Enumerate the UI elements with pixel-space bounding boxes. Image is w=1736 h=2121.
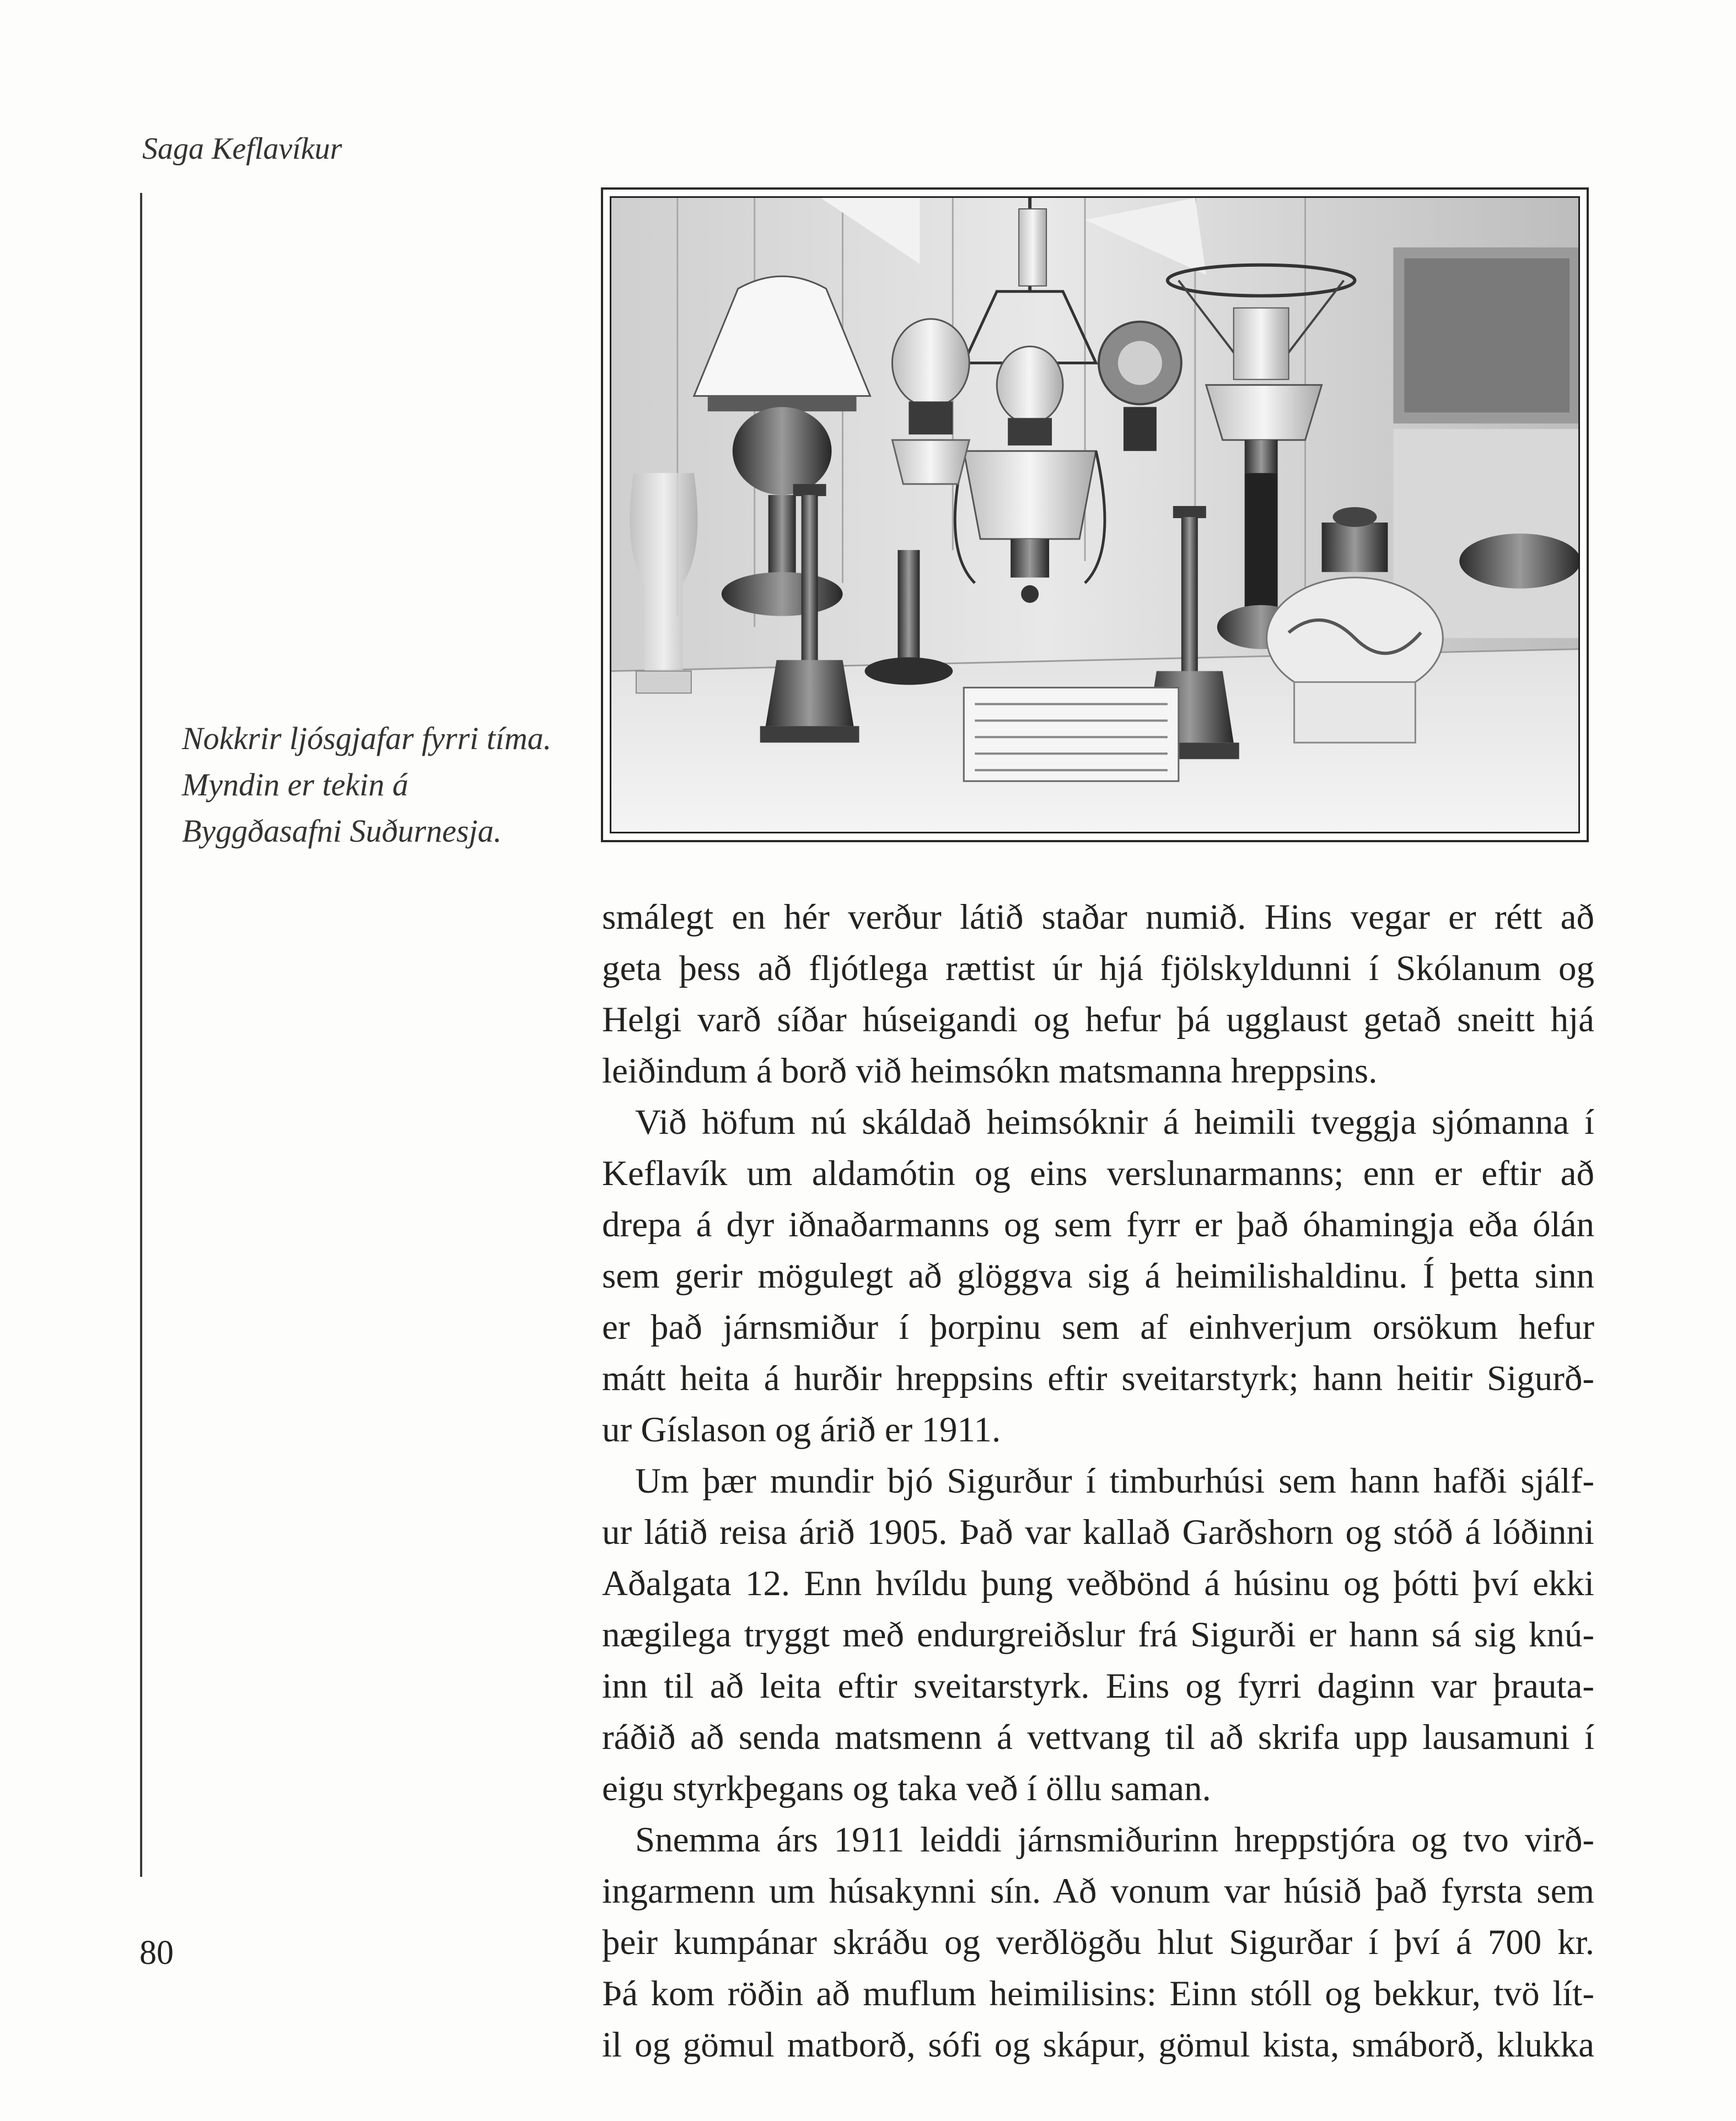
text-line: þeir kumpánar skráðu og verðlögðu hlut Sigurðar í því á 700 kr.	[602, 1923, 1594, 1962]
text-line: mátt heita á hurðir hreppsins eftir sveitarstyrk; hann heitir Sigurð-	[602, 1359, 1594, 1398]
text-line: sem gerir mögulegt að glöggva sig á heimilishaldinu. Í þetta sinn	[602, 1256, 1594, 1296]
text-line: Um þær mundir bjó Sigurður í timburhúsi sem hann hafði sjálf-	[635, 1461, 1594, 1501]
caption-line: Nokkrir ljósgjafar fyrri tíma.	[182, 720, 552, 756]
text-line: Aðalgata 12. Enn hvíldu þung veðbönd á húsinu og þótti því ekki	[602, 1564, 1594, 1603]
text-line: nægilega tryggt með endurgreiðslur frá Sigurði er hann sá sig knú-	[602, 1615, 1594, 1655]
figure-caption	[182, 715, 568, 854]
text-line: Snemma árs 1911 leiddi járnsmiðurinn hreppstjóra og tvo virð-	[635, 1820, 1594, 1860]
text-line: er það járnsmiður í þorpinu sem af einhverjum orsökum hefur	[602, 1307, 1594, 1347]
text-line: il og gömul matborð, sófi og skápur, gömul kista, smáborð, klukka	[602, 2025, 1594, 2065]
margin-rule	[140, 193, 142, 1877]
text-line: Helgi varð síðar húseigandi og hefur þá ugglaust getað sneitt hjá	[602, 1000, 1594, 1040]
page-number: 80	[139, 1934, 174, 1972]
photo-frame	[601, 187, 1589, 842]
caption-line: Myndin er tekin á	[182, 767, 409, 803]
text-line: Þá kom röðin að muflum heimilisins: Einn stóll og bekkur, tvö lít-	[602, 1974, 1594, 2014]
text-line: ur látið reisa árið 1905. Það var kallað Garðshorn og stóð á lóðinni	[602, 1512, 1594, 1552]
text-line: inn til að leita eftir sveitarstyrk. Eins og fyrri daginn var þrauta-	[602, 1666, 1594, 1706]
text-line: Keflavík um aldamótin og eins verslunarmanns; enn er eftir að	[602, 1154, 1594, 1193]
running-head: Saga Keflavíkur	[142, 132, 342, 166]
text-line: ingarmenn um húsakynni sín. Að vonum var húsið það fyrsta sem	[602, 1871, 1594, 1911]
body-text	[602, 892, 1594, 2071]
text-line: leiðindum á borð við heimsókn matsmanna hreppsins.	[602, 1051, 1378, 1091]
caption-line: Byggðasafni Suðurnesja.	[182, 813, 502, 849]
text-line: geta þess að fljótlega rættist úr hjá fjölskyldunni í Skólanum og	[602, 949, 1594, 988]
text-line: ur Gíslason og árið er 1911.	[602, 1410, 1001, 1450]
text-line: drepa á dyr iðnaðarmanns og sem fyrr er það óhamingja eða ólán	[602, 1205, 1594, 1245]
text-line: Við höfum nú skáldað heimsóknir á heimili tveggja sjómanna í	[635, 1102, 1594, 1142]
text-line: ráðið að senda matsmenn á vettvang til að skrifa upp lausamuni í	[602, 1718, 1594, 1757]
text-line: smálegt en hér verður látið staðar numið. Hins vegar er rétt að	[602, 897, 1594, 937]
text-line: eigu styrkþegans og taka veð í öllu saman.	[602, 1769, 1211, 1808]
oil-lamps-photo-icon	[610, 196, 1580, 833]
